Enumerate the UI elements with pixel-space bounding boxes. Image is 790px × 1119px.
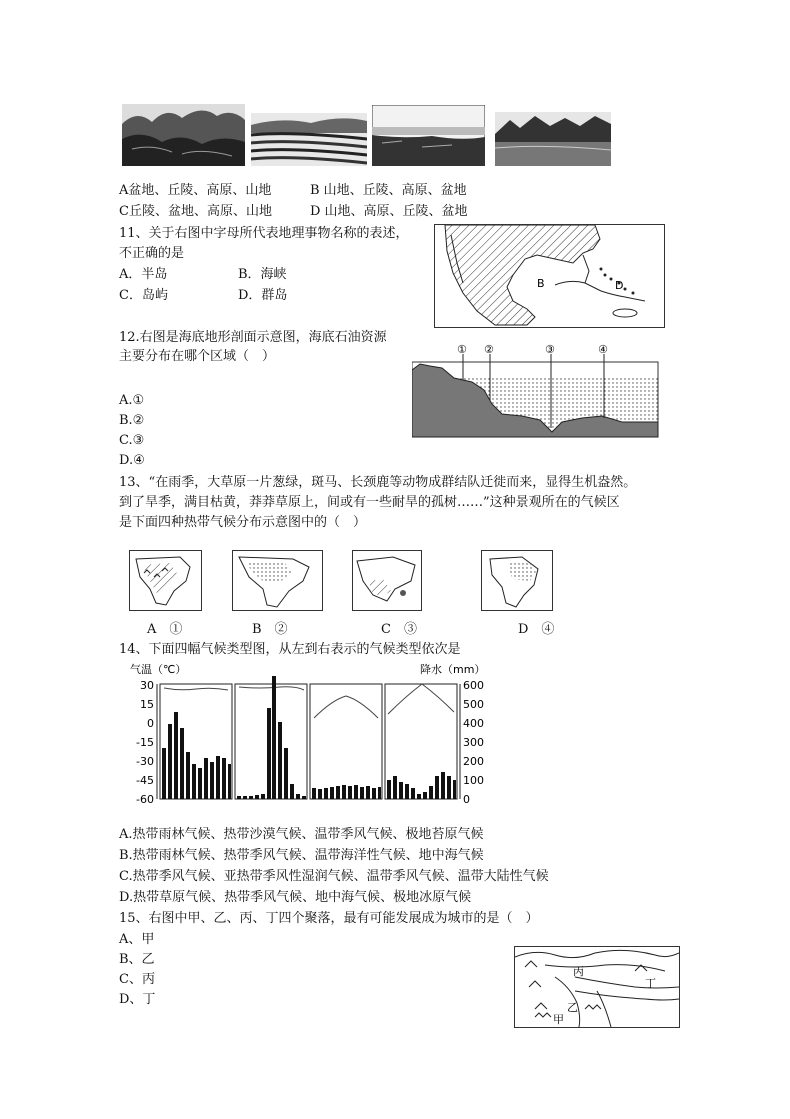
landscape-photo-2 bbox=[251, 113, 367, 166]
temp-tick-m15: -15 bbox=[136, 736, 154, 749]
temp-tick-30: 30 bbox=[140, 679, 154, 692]
seabed-marker-4: ④ bbox=[598, 343, 608, 356]
seabed-marker-1: ① bbox=[457, 343, 467, 356]
settlement-label-jia: 甲 bbox=[553, 1013, 564, 1026]
temp-tick-m60: -60 bbox=[136, 793, 154, 806]
q13-option-a: A ① bbox=[147, 622, 183, 637]
q13-option-c: C ③ bbox=[381, 622, 417, 637]
q13-option-d: D ④ bbox=[518, 622, 555, 637]
precip-tick-400: 400 bbox=[463, 717, 484, 730]
q11-option-d: D．群岛 bbox=[238, 288, 288, 303]
climate-map-3 bbox=[352, 550, 422, 611]
settlement-label-yi: 乙 bbox=[567, 1001, 578, 1014]
q15-option-b: B、乙 bbox=[119, 952, 155, 967]
temp-axis-label: 气温（℃） bbox=[130, 663, 187, 676]
precip-tick-300: 300 bbox=[463, 736, 484, 749]
q11-option-a: A．半岛 bbox=[119, 267, 168, 282]
seabed-marker-3: ③ bbox=[545, 343, 555, 356]
q13-stem-line1: 13、“在雨季，大草原一片葱绿，斑马、长颈鹿等动物成群结队迁徙而来，显得生机盎然。 bbox=[119, 475, 637, 490]
q14-option-b: B.热带雨林气候、热带季风气候、温带海洋性气候、地中海气候 bbox=[119, 848, 484, 863]
q10-option-a: A盆地、丘陵、高原、山地 bbox=[119, 183, 272, 198]
gulf-of-mexico-map bbox=[434, 224, 665, 328]
temp-tick-0: 0 bbox=[147, 717, 154, 730]
seabed-profile-diagram bbox=[412, 342, 659, 438]
q15-stem: 15、右图中甲、乙、丙、丁四个聚落，最有可能发展成为城市的是（ ） bbox=[119, 911, 539, 926]
q14-option-a: A.热带雨林气候、热带沙漠气候、温带季风气候、极地苔原气候 bbox=[119, 827, 484, 842]
q11-stem-line1: 11、关于右图中字母所代表地理事物名称的表述， bbox=[119, 226, 409, 241]
precip-axis-label: 降水（mm） bbox=[420, 663, 486, 676]
q13-option-b: B ② bbox=[252, 622, 288, 637]
climate-map-2 bbox=[232, 550, 323, 611]
q13-stem-line2: 到了旱季，满目枯黄，莽莽草原上，间或有一些耐旱的孤树……”这种景观所在的气候区 bbox=[119, 495, 620, 510]
precip-tick-600: 600 bbox=[463, 679, 484, 692]
temp-tick-m45: -45 bbox=[136, 774, 154, 787]
q14-option-d: D.热带草原气候、热带季风气候、地中海气候、极地冰原气候 bbox=[119, 890, 472, 905]
map-label-d: D bbox=[615, 279, 624, 292]
seabed-marker-2: ② bbox=[484, 343, 494, 356]
q12-stem-line1: 12.右图是海底地形剖面示意图，海底石油资源 bbox=[119, 330, 387, 345]
precip-tick-200: 200 bbox=[463, 755, 484, 768]
q14-option-c: C.热带季风气候、亚热带季风性湿润气候、温带季风气候、温带大陆性气候 bbox=[119, 869, 549, 884]
q11-option-c: C．岛屿 bbox=[119, 288, 168, 303]
q12-stem-line2: 主要分布在哪个区域（ ） bbox=[119, 349, 276, 364]
settlement-label-bing: 丙 bbox=[573, 965, 584, 978]
climate-charts bbox=[120, 662, 490, 807]
q11-stem-line2: 不正确的是 bbox=[119, 246, 185, 261]
q10-option-c: C丘陵、盆地、高原、山地 bbox=[119, 204, 272, 219]
landscape-photo-4 bbox=[495, 112, 611, 166]
q14-stem: 14、下面四幅气候类型图，从左到右表示的气候类型依次是 bbox=[119, 642, 461, 657]
q15-option-d: D、丁 bbox=[119, 992, 156, 1007]
q15-option-c: C、丙 bbox=[119, 972, 155, 987]
settlement-map bbox=[514, 946, 680, 1028]
climate-map-4 bbox=[481, 550, 553, 611]
precip-tick-500: 500 bbox=[463, 698, 484, 711]
q15-option-a: A、甲 bbox=[119, 932, 155, 947]
settlement-label-ding: 丁 bbox=[645, 977, 656, 990]
q12-option-c: C.③ bbox=[119, 433, 145, 448]
q13-stem-line3: 是下面四种热带气候分布示意图中的（ ） bbox=[119, 515, 367, 530]
temp-tick-m30: -30 bbox=[136, 755, 154, 768]
q11-option-b: B．海峡 bbox=[238, 267, 287, 282]
map-label-b: B bbox=[537, 277, 545, 290]
q12-option-d: D.④ bbox=[119, 453, 145, 468]
q10-option-d: D 山地、高原、丘陵、盆地 bbox=[310, 204, 468, 219]
climate-map-1 bbox=[129, 550, 202, 611]
q10-option-b: B 山地、丘陵、高原、盆地 bbox=[310, 183, 467, 198]
temp-tick-15: 15 bbox=[140, 698, 154, 711]
landscape-photo-1 bbox=[122, 104, 245, 166]
landscape-photo-3 bbox=[372, 105, 485, 166]
q12-option-a: A.① bbox=[119, 393, 145, 408]
q12-option-b: B.② bbox=[119, 413, 145, 428]
precip-tick-100: 100 bbox=[463, 774, 484, 787]
precip-tick-0: 0 bbox=[463, 793, 470, 806]
